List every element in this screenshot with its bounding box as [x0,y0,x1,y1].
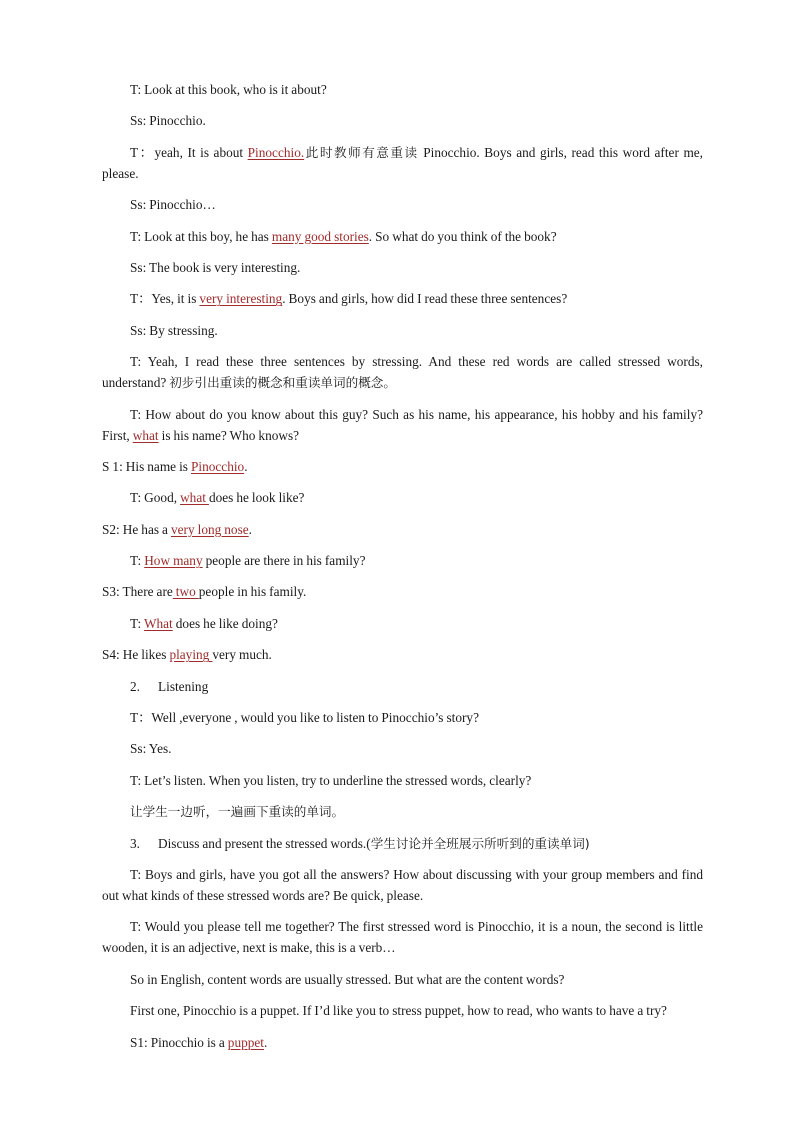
stressed-word: what [132,427,159,443]
stressed-word: What [143,615,173,631]
stressed-word: Pinocchio [191,458,245,474]
section-number: 2. [130,678,140,694]
dialogue-line: T: Boys and girls, have you got all the answers? How about discussing with your group members and find out what kinds of these stressed words are? Be quick, please. [102,866,703,903]
dialogue-line: T：Well ,everyone , would you like to listen to Pinocchio’s story? [130,710,479,726]
stressed-word: puppet [227,1034,264,1050]
stressed-word: very interesting [199,291,283,307]
dialogue-line: Ss: The book is very interesting. [130,259,301,275]
dialogue-line: S4: He likes playing very much. [102,647,272,663]
stressed-word: playing [169,647,213,663]
dialogue-line: T: How about do you know about this guy? Such as his name, his appearance, his hobby and his family? First, what is his name? Who knows? [102,406,703,443]
section-title: Listening [158,678,209,694]
stressed-word: many good stories [271,228,369,244]
stressed-word: Pinocchio. [247,144,305,160]
stressed-word: How many [144,553,203,569]
dialogue-line: T: Would you please tell me together? The first stressed word is Pinocchio, it is a noun, the second is little wooden, it is an adjective, next is make, this is a verb… [102,919,703,956]
dialogue-line: T: Yeah, I read these three sentences by stressing. And these red words are called stressed words, understand? 初步引出重读的概念和重读单词的概念。 [102,354,703,391]
dialogue-line: Ss: By stressing. [130,322,218,338]
dialogue-line: T: Good, what does he look like? [130,490,305,506]
section-heading: 3. Discuss and present the stressed words.(学生讨论并全班展示所听到的重读单词) [102,833,703,854]
stressed-word: very long nose [170,521,249,537]
dialogue-line: T: How many people are there in his family? [130,553,366,569]
dialogue-line: T: Look at this boy, he has many good stories. So what do you think of the book? [130,228,557,244]
teacher-note-line: 让学生一边听，一遍画下重读的单词。 [130,804,345,820]
dialogue-line: T: Look at this book, who is it about? [130,82,327,97]
stressed-word: what [180,490,209,506]
dialogue-line: T: Let’s listen. When you listen, try to underline the stressed words, clearly? [130,772,532,788]
dialogue-line: Ss: Pinocchio… [130,197,216,213]
dialogue-line: S3: There are two people in his family. [102,584,307,600]
dialogue-line: T：yeah, It is about Pinocchio.此时教师有意重读 Pinocchio. Boys and girls, read this word after me, please. [102,144,704,181]
dialogue-line: T: What does he like doing? [130,615,278,631]
teacher-note: 此时教师有意重读 [304,144,419,160]
dialogue-line: S2: He has a very long nose. [102,521,252,537]
teacher-note: 初步引出重读的概念和重读单词的概念。 [169,375,396,391]
dialogue-line: So in English, content words are usually stressed. But what are the content words? [130,971,565,987]
stressed-word: two [172,584,199,600]
dialogue-line: Ss: Yes. [130,741,172,757]
dialogue-line: First one, Pinocchio is a puppet. If I’d like you to stress puppet, how to read, who wants to have a try? [130,1003,667,1019]
dialogue-line: T：Yes, it is very interesting. Boys and girls, how did I read these three sentences? [130,291,568,307]
section-number: 3. [130,835,140,851]
dialogue-line: Ss: Pinocchio. [130,113,206,129]
section-title: Discuss and present the stressed words.( [158,835,371,851]
dialogue-line: S1: Pinocchio is a puppet. [130,1034,268,1050]
section-heading [102,676,703,697]
dialogue-line: S 1: His name is Pinocchio. [102,458,248,474]
